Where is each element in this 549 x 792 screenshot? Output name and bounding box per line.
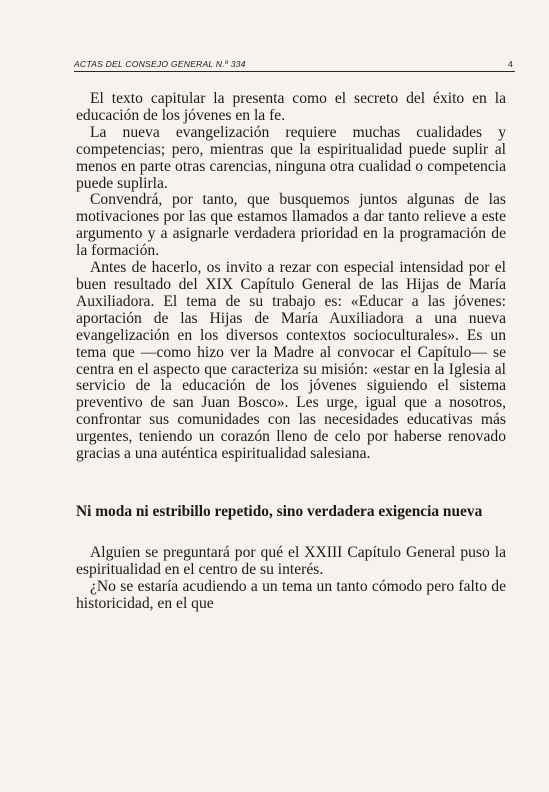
paragraph: Convendrá, por tanto, que busquemos juntos algunas de las motivaciones por las que estamos llamados a dar tanto relieve a este argumento y a asignarle verdadera prioridad en la programación de la formación. (76, 191, 506, 260)
header-title: ACTAS DEL CONSEJO GENERAL N.º 334 (74, 59, 246, 69)
paragraph: El texto capitular la presenta como el secreto del éxito en la educación de los jóvenes en la fe. (76, 90, 506, 124)
paragraph: ¿No se estaría acudiendo a un tema un tanto cómodo pero falto de historicidad, en el que (76, 577, 506, 612)
page-body (76, 91, 506, 613)
page-number: 4 (508, 59, 513, 69)
section-heading: Ni moda ni estribillo repetido, sino verdadera exigencia nueva (76, 502, 483, 520)
paragraph: Alguien se preguntará por qué el XXIII Capítulo General puso la espiritualidad en el centro de su interés. (76, 543, 506, 578)
running-header (74, 57, 515, 72)
paragraph: La nueva evangelización requiere muchas cualidades y competencias; pero, mientras que la espiritualidad puede suplir al menos en parte otras carencias, ninguna otra cualidad o competencia puede suplirla. (76, 123, 506, 192)
paragraph: Antes de hacerlo, os invito a rezar con especial intensidad por el buen resultado del XIX Capítulo General de las Hijas de María Auxiliadora. El tema de su trabajo es: «Educar a las jóvenes: aportación de las Hijas de María Auxiliadora a una nueva evangelización en los diversos contextos socioculturales». Es un tema que —como hizo ver la Madre al convocar el Capítulo— se centra en el aspecto que caracteriza su misión: «estar en la Iglesia al servicio de la educación de los jóvenes siguiendo el sistema preventivo de san Juan Bosco». Les urge, igual que a nosotros, confrontar sus comunidades con las necesidades educativas más urgentes, teniendo un corazón lleno de celo por haberse renovado gracias a una auténtica espiritualidad salesiana. (76, 259, 506, 463)
